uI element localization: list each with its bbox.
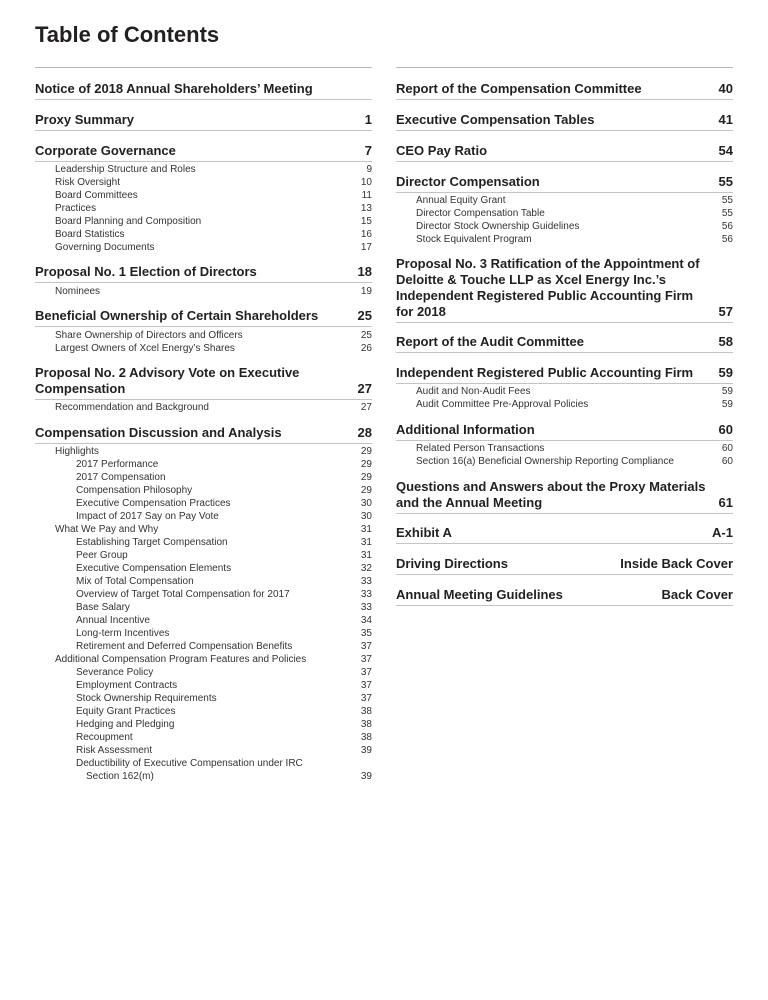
toc-section-questions-and-answers[interactable]: Questions and Answers about the Proxy Materials and the Annual Meeting 61 xyxy=(396,479,733,514)
toc-item[interactable]: Recoupment 38 xyxy=(76,732,372,743)
toc-item[interactable]: Deductibility of Executive Compensation under IRC Section 162(m) 39 xyxy=(76,758,372,782)
toc-section-director-compensation[interactable]: Director Compensation 55 xyxy=(396,174,733,193)
toc-item[interactable]: Audit and Non-Audit Fees 59 xyxy=(416,386,733,397)
toc-item[interactable]: Related Person Transactions 60 xyxy=(416,443,733,454)
toc-section-cd-and-a[interactable]: Compensation Discussion and Analysis 28 xyxy=(35,425,372,444)
toc-item[interactable]: Recommendation and Background 27 xyxy=(55,402,372,413)
toc-section-ceo-pay-ratio[interactable]: CEO Pay Ratio 54 xyxy=(396,143,733,162)
toc-item[interactable]: Section 16(a) Beneficial Ownership Reporting Compliance 60 xyxy=(416,456,733,467)
toc-item[interactable]: Share Ownership of Directors and Officers 25 xyxy=(55,330,372,341)
toc-item[interactable]: Board Committees 11 xyxy=(55,190,372,201)
toc-item[interactable]: Hedging and Pledging 38 xyxy=(76,719,372,730)
toc-item[interactable]: Practices 13 xyxy=(55,203,372,214)
toc-item[interactable]: Stock Equivalent Program 56 xyxy=(416,234,733,245)
toc-item[interactable]: Establishing Target Compensation 31 xyxy=(76,537,372,548)
toc-item[interactable]: Annual Incentive 34 xyxy=(76,615,372,626)
toc-item[interactable]: Mix of Total Compensation 33 xyxy=(76,576,372,587)
toc-section-beneficial-ownership[interactable]: Beneficial Ownership of Certain Shareholders 25 xyxy=(35,308,372,327)
toc-item[interactable]: Additional Compensation Program Features and Policies 37 xyxy=(55,654,372,665)
toc-item[interactable]: Compensation Philosophy 29 xyxy=(76,485,372,496)
toc-item[interactable]: Board Statistics 16 xyxy=(55,229,372,240)
toc-item[interactable]: Base Salary 33 xyxy=(76,602,372,613)
toc-item[interactable]: Retirement and Deferred Compensation Benefits 37 xyxy=(76,641,372,652)
toc-section-meeting-guidelines[interactable]: Annual Meeting Guidelines Back Cover xyxy=(396,587,733,606)
toc-item[interactable]: Annual Equity Grant 55 xyxy=(416,195,733,206)
toc-item[interactable]: Director Compensation Table 55 xyxy=(416,208,733,219)
toc-item[interactable]: Overview of Target Total Compensation for 2017 33 xyxy=(76,589,372,600)
toc-item[interactable]: Executive Compensation Elements 32 xyxy=(76,563,372,574)
toc-section-corporate-governance[interactable]: Corporate Governance 7 xyxy=(35,143,372,162)
toc-item[interactable]: Board Planning and Composition 15 xyxy=(55,216,372,227)
toc-item[interactable]: Equity Grant Practices 38 xyxy=(76,706,372,717)
page-title: Table of Contents xyxy=(35,22,220,47)
divider xyxy=(396,67,733,68)
toc-section-notice[interactable]: Notice of 2018 Annual Shareholders’ Meeting xyxy=(35,81,372,100)
toc-section-driving-directions[interactable]: Driving Directions Inside Back Cover xyxy=(396,556,733,575)
toc-section-independent-accounting-firm[interactable]: Independent Registered Public Accounting Firm 59 xyxy=(396,365,733,384)
toc-section-compensation-committee-report[interactable]: Report of the Compensation Committee 40 xyxy=(396,81,733,100)
toc-item[interactable]: Long-term Incentives 35 xyxy=(76,628,372,639)
divider xyxy=(35,67,372,68)
toc-section-proposal-3[interactable]: Proposal No. 3 Ratification of the Appointment of Deloitte & Touche LLP as Xcel Energy Inc.’s Independent Registered Public Accounting Firm for 2018 57 xyxy=(396,256,733,323)
toc-item[interactable]: 2017 Performance 29 xyxy=(76,459,372,470)
toc-item[interactable]: Peer Group 31 xyxy=(76,550,372,561)
toc-item[interactable]: Employment Contracts 37 xyxy=(76,680,372,691)
toc-item[interactable]: Nominees 19 xyxy=(55,286,372,297)
toc-section-proxy-summary[interactable]: Proxy Summary 1 xyxy=(35,112,372,131)
toc-item[interactable]: Impact of 2017 Say on Pay Vote 30 xyxy=(76,511,372,522)
toc-item[interactable]: What We Pay and Why 31 xyxy=(55,524,372,535)
toc-item[interactable]: Severance Policy 37 xyxy=(76,667,372,678)
toc-section-additional-information[interactable]: Additional Information 60 xyxy=(396,422,733,441)
toc-item[interactable]: Leadership Structure and Roles 9 xyxy=(55,164,372,175)
toc-item[interactable]: 2017 Compensation 29 xyxy=(76,472,372,483)
toc-section-audit-committee-report[interactable]: Report of the Audit Committee 58 xyxy=(396,334,733,353)
toc-item[interactable]: Governing Documents 17 xyxy=(55,242,372,253)
toc-item[interactable]: Director Stock Ownership Guidelines 56 xyxy=(416,221,733,232)
toc-item[interactable]: Audit Committee Pre-Approval Policies 59 xyxy=(416,399,733,410)
toc-section-proposal-2[interactable]: Proposal No. 2 Advisory Vote on Executive Compensation 27 xyxy=(35,365,372,400)
toc-item[interactable]: Highlights 29 xyxy=(55,446,372,457)
toc-section-proposal-1[interactable]: Proposal No. 1 Election of Directors 18 xyxy=(35,264,372,283)
toc-item[interactable]: Executive Compensation Practices 30 xyxy=(76,498,372,509)
toc-section-exhibit-a[interactable]: Exhibit A A-1 xyxy=(396,525,733,544)
toc-item[interactable]: Risk Assessment 39 xyxy=(76,745,372,756)
toc-section-exec-comp-tables[interactable]: Executive Compensation Tables 41 xyxy=(396,112,733,131)
toc-item[interactable]: Risk Oversight 10 xyxy=(55,177,372,188)
toc-item[interactable]: Largest Owners of Xcel Energy’s Shares 26 xyxy=(55,343,372,354)
toc-item[interactable]: Stock Ownership Requirements 37 xyxy=(76,693,372,704)
